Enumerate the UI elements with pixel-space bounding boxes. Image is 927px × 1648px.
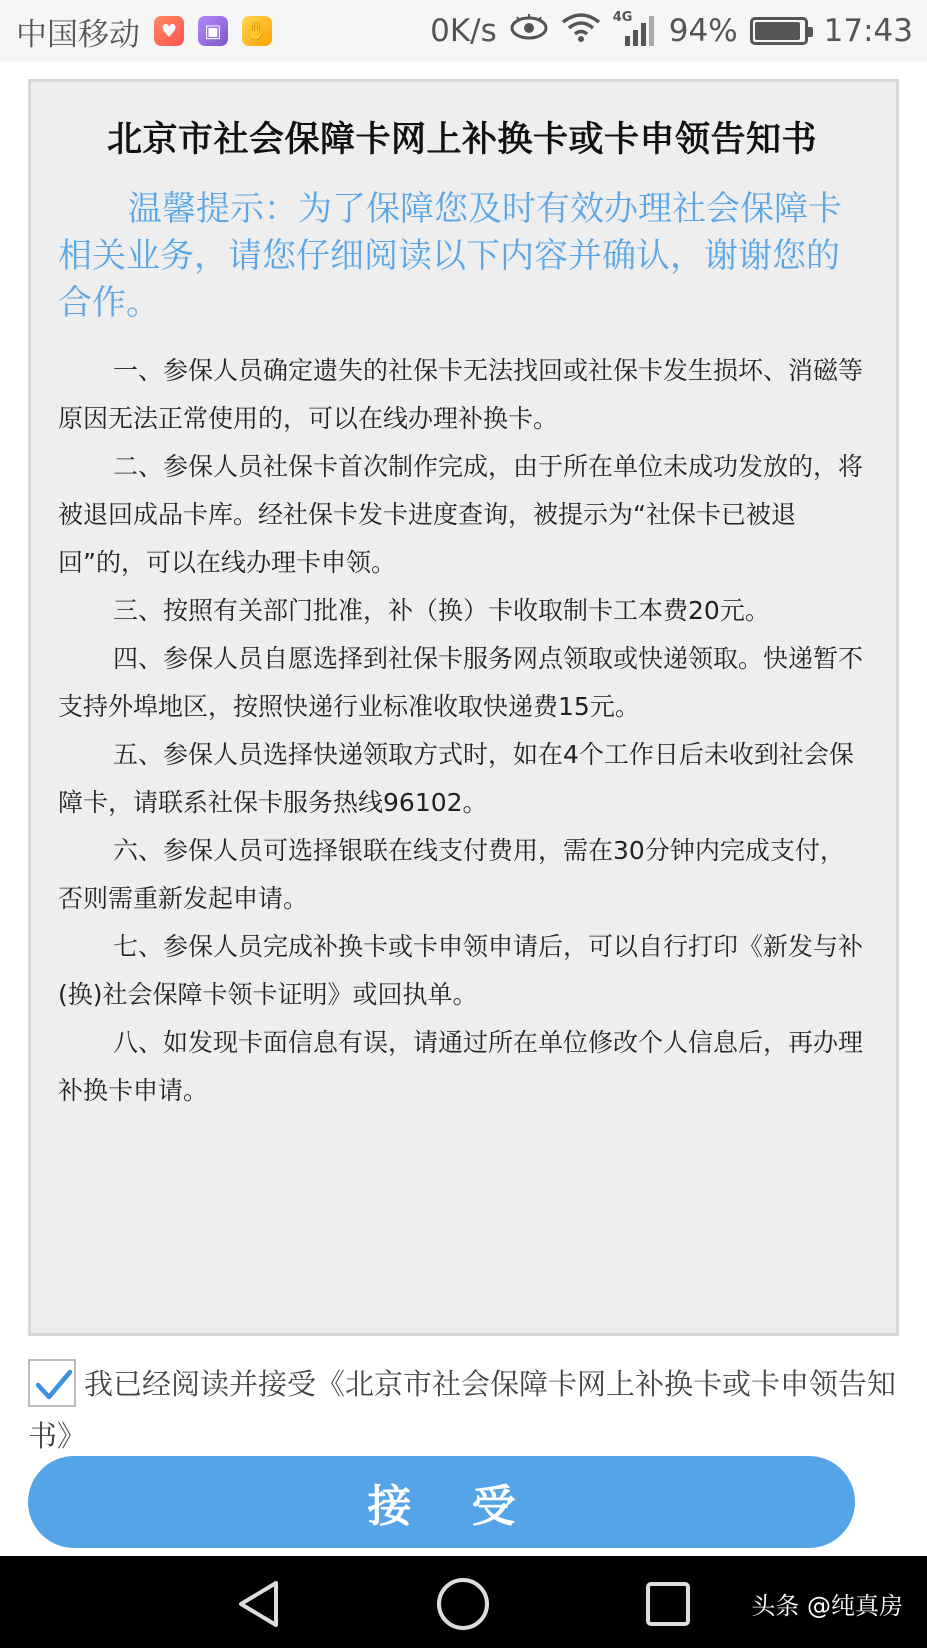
watermark: 头条 @纯真房 [751,1592,903,1620]
agreement-row[interactable] [28,1358,908,1462]
back-triangle-icon [236,1579,280,1629]
signal-icon [612,10,657,48]
back-nav-button[interactable] [230,1576,286,1632]
navigation-bar [0,1556,927,1648]
recents-nav-button[interactable] [640,1576,696,1632]
accept-button[interactable]: 接受 [28,1456,855,1548]
status-bar [0,0,927,62]
wifi-icon [561,12,601,50]
clock: 17:43 [823,13,913,49]
eye-comfort-icon [509,13,549,49]
notice-item: 八、如发现卡面信息有误，请通过所在单位修改个人信息后，再办理补换卡申请。 [58,1028,864,1105]
notice-panel[interactable] [28,79,899,1336]
notice-title: 北京市社会保障卡网上补换卡或卡申领告知书 [106,120,817,159]
notice-item: 六、参保人员可选择银联在线支付费用，需在30分钟内完成支付，否则需重新发起申请。 [58,836,845,913]
notice-item: 七、参保人员完成补换卡或卡申领申请后，可以自行打印《新发与补(换)社会保障卡领卡证明》或回执单。 [58,932,864,1009]
battery-fill [755,22,800,40]
notice-items [58,347,866,1115]
notice-tip: 温馨提示：为了保障您及时有效办理社会保障卡相关业务，请您仔细阅读以下内容并确认，谢谢您的合作。 [58,189,842,323]
network-type: 4G [612,10,633,25]
notice-item: 三、按照有关部门批准，补（换）卡收取制卡工本费20元。 [113,596,770,625]
battery-percent: 94% [668,13,738,49]
notice-item: 五、参保人员选择快递领取方式时，如在4个工作日后未收到社会保障卡，请联系社保卡服务热线96102。 [58,740,854,817]
notice-item: 四、参保人员自愿选择到社保卡服务网点领取或快递领取。快递暂不支持外埠地区，按照快递行业标准收取快递费15元。 [58,644,864,721]
recents-square-icon [645,1581,691,1627]
home-circle-icon [436,1577,490,1631]
notice-item: 一、参保人员确定遗失的社保卡无法找回或社保卡发生损坏、消磁等原因无法正常使用的，可以在线办理补换卡。 [58,356,864,433]
status-indicators [430,12,913,50]
agreement-checkbox[interactable] [28,1359,76,1407]
network-speed: 0K/s [430,13,497,49]
hand-app-icon: ✋ [242,16,272,46]
health-app-icon: ♥ [154,16,184,46]
agreement-label[interactable]: 我已经阅读并接受《北京市社会保障卡网上补换卡或卡申领告知书》 [28,1367,897,1453]
gallery-app-icon: ▣ [198,16,228,46]
carrier-name: 中国移动 [16,16,140,53]
home-nav-button[interactable] [435,1576,491,1632]
battery-icon [750,17,808,45]
checkmark-icon [36,1369,72,1401]
notice-item: 二、参保人员社保卡首次制作完成，由于所在单位未成功发放的，将被退回成品卡库。经社保卡发卡进度查询，被提示为“社保卡已被退回”的，可以在线办理卡申领。 [58,452,864,577]
